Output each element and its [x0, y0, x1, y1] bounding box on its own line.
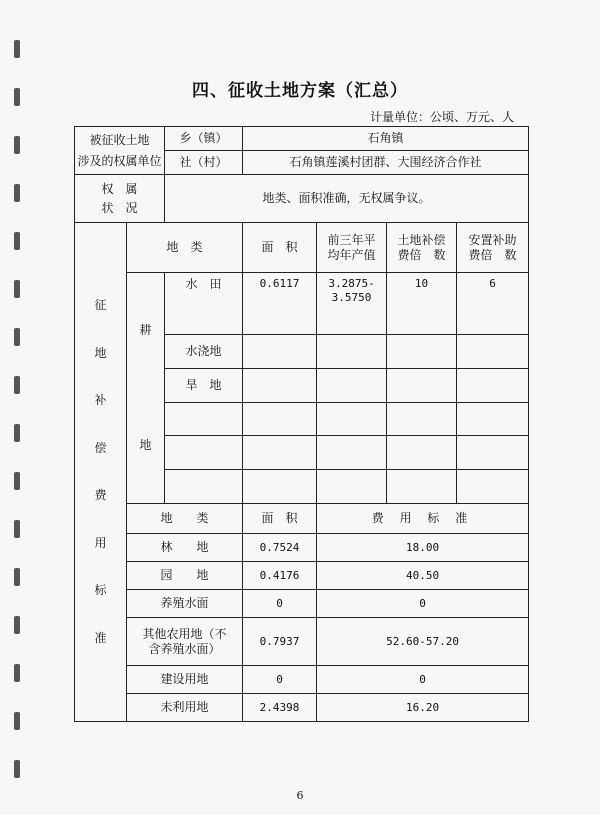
- binding-hole: [14, 280, 20, 298]
- section-label-char: 地: [94, 345, 107, 360]
- cell-land-type: 建设用地: [127, 666, 243, 694]
- cell-output: [317, 436, 387, 470]
- cell-resettle: [457, 436, 529, 470]
- township-value: 石角镇: [243, 127, 529, 151]
- binding-hole: [14, 376, 20, 394]
- cell-land-type: 旱 地: [165, 368, 243, 402]
- cell-resettle: 6: [457, 273, 529, 335]
- header-output: 前三年平均年产值: [317, 223, 387, 273]
- cell-land-comp: [387, 436, 457, 470]
- owner-label-line2: 涉及的权属单位: [77, 153, 162, 168]
- cell-land-type: 林 地: [127, 534, 243, 562]
- cell-land-type: 其他农用地（不含养殖水面）: [127, 618, 243, 666]
- binding-hole: [14, 712, 20, 730]
- cell-land-type: 未利用地: [127, 694, 243, 722]
- cell-standard: 40.50: [317, 562, 529, 590]
- table-row: [75, 273, 529, 335]
- cell-resettle: [457, 470, 529, 504]
- cell-area: 0.6117: [243, 273, 317, 335]
- binding-hole: [14, 328, 20, 346]
- cell-land-comp: [387, 470, 457, 504]
- unit-note: 计量单位：公顷、万元、人: [369, 110, 514, 124]
- table-row: [75, 590, 529, 618]
- section-label-char: 标: [94, 583, 107, 598]
- section-label-cell: [75, 223, 127, 722]
- cell-output: [317, 470, 387, 504]
- header-land-comp: 土地补偿费倍 数: [387, 223, 457, 273]
- binding-hole: [14, 664, 20, 682]
- section-label-char: 用: [94, 535, 107, 550]
- owner-label-cell: [75, 127, 165, 175]
- cell-area: 0: [243, 590, 317, 618]
- header-land-type: 地 类: [127, 504, 243, 534]
- header-land-type: 地 类: [127, 223, 243, 273]
- binding-hole: [14, 40, 20, 58]
- cell-standard: 0: [317, 666, 529, 694]
- cell-land-comp: [387, 335, 457, 369]
- others-header-row: [75, 504, 529, 534]
- header-area: 面 积: [243, 223, 317, 273]
- owner-row-township: [75, 127, 529, 151]
- cell-land-type: [165, 436, 243, 470]
- table-row: [75, 618, 529, 666]
- cell-area: [243, 436, 317, 470]
- cell-area: [243, 368, 317, 402]
- rights-label-line1: 权 属: [101, 181, 138, 196]
- cell-area: [243, 335, 317, 369]
- cell-area: [243, 402, 317, 436]
- table-row: [75, 562, 529, 590]
- cell-area: 2.4398: [243, 694, 317, 722]
- cultivated-group-cell: [127, 273, 165, 504]
- cell-area: 0.7937: [243, 618, 317, 666]
- table-row: [75, 666, 529, 694]
- owner-label-line1: 被征收土地: [89, 132, 150, 147]
- binding-hole: [14, 568, 20, 586]
- cell-land-type: 水浇地: [165, 335, 243, 369]
- page-title: 四、征收土地方案（汇总）: [192, 81, 408, 101]
- binding-hole: [14, 520, 20, 538]
- rights-row: [75, 175, 529, 223]
- binding-hole: [14, 136, 20, 154]
- cell-area: 0.4176: [243, 562, 317, 590]
- cell-land-comp: 10: [387, 273, 457, 335]
- header-resettle: 安置补助费倍 数: [457, 223, 529, 273]
- rights-value: 地类、面积准确，无权属争议。: [165, 175, 529, 223]
- rights-label-line2: 状 况: [101, 200, 138, 215]
- cell-land-comp: [387, 402, 457, 436]
- section-label-char: 补: [94, 393, 107, 408]
- cell-output: [317, 368, 387, 402]
- township-label: 乡（镇）: [165, 127, 243, 151]
- binding-hole: [14, 760, 20, 778]
- cell-area: 0.7524: [243, 534, 317, 562]
- binding-hole: [14, 616, 20, 634]
- cultivated-group-char: 地: [139, 438, 152, 452]
- cell-land-type: 养殖水面: [127, 590, 243, 618]
- cell-land-type: 水 田: [165, 273, 243, 335]
- cell-area: 0: [243, 666, 317, 694]
- rights-label-cell: [75, 175, 165, 223]
- village-label: 社（村）: [165, 151, 243, 175]
- section-label-char: 征: [94, 298, 107, 313]
- cell-area: [243, 470, 317, 504]
- village-value: 石角镇莲溪村团群、大围经济合作社: [243, 151, 529, 175]
- binding-hole: [14, 472, 20, 490]
- land-expropriation-table: [74, 126, 529, 722]
- header-standard: 费 用 标 准: [317, 504, 529, 534]
- header-area: 面 积: [243, 504, 317, 534]
- table-row: [75, 694, 529, 722]
- binding-holes: [14, 0, 26, 815]
- cell-output: [317, 402, 387, 436]
- cell-standard: 52.60-57.20: [317, 618, 529, 666]
- cell-standard: 0: [317, 590, 529, 618]
- cell-land-type: [165, 470, 243, 504]
- section-label-char: 费: [94, 488, 107, 503]
- cell-land-type: [165, 402, 243, 436]
- cell-resettle: [457, 368, 529, 402]
- cell-land-type: 园 地: [127, 562, 243, 590]
- cell-standard: 18.00: [317, 534, 529, 562]
- cell-land-comp: [387, 368, 457, 402]
- cell-output: 3.2875-3.5750: [317, 273, 387, 335]
- section-label-char: 偿: [94, 440, 107, 455]
- cell-output: [317, 335, 387, 369]
- table-row: [75, 534, 529, 562]
- binding-hole: [14, 424, 20, 442]
- page-number: 6: [296, 789, 304, 802]
- cultivated-header-row: [75, 223, 529, 273]
- binding-hole: [14, 232, 20, 250]
- cell-resettle: [457, 402, 529, 436]
- cell-resettle: [457, 335, 529, 369]
- cultivated-group-char: 耕: [139, 323, 152, 337]
- section-label-char: 准: [94, 630, 107, 645]
- binding-hole: [14, 184, 20, 202]
- cell-standard: 16.20: [317, 694, 529, 722]
